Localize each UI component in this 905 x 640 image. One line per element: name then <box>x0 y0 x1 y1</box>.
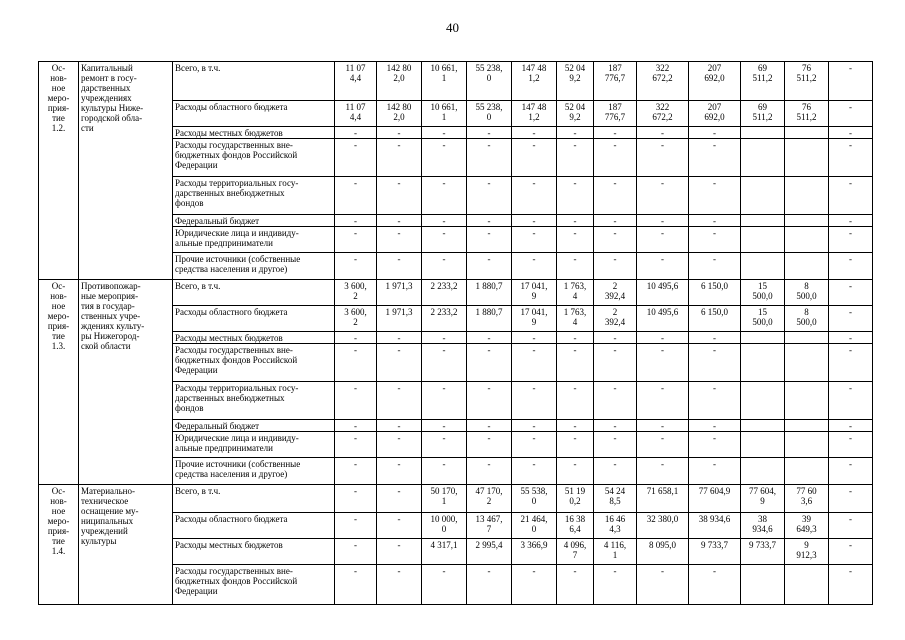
funding-source-cell: Расходы местных бюджетов <box>173 539 335 565</box>
activity-name-cell: Противопожар- ные мероприя- тия в государ- ственных учре- ждениях культу- ры Нижегород- ской области <box>79 280 173 485</box>
value-cell <box>785 344 829 382</box>
value-cell: - <box>377 215 422 227</box>
value-cell: 13 467, 7 <box>467 513 512 539</box>
value-cell: 1 763, 4 <box>557 280 594 306</box>
value-cell: - <box>422 139 467 177</box>
value-cell: - <box>557 227 594 253</box>
value-cell: 8 095,0 <box>637 539 689 565</box>
value-cell: - <box>335 565 377 605</box>
value-cell: 17 041, 9 <box>512 280 557 306</box>
value-cell: 47 170, 2 <box>467 485 512 513</box>
value-cell <box>741 565 785 605</box>
value-cell: - <box>637 458 689 485</box>
value-cell: 207 692,0 <box>689 62 741 101</box>
value-cell <box>741 127 785 139</box>
value-cell: - <box>829 253 873 280</box>
value-cell: - <box>422 382 467 420</box>
value-cell: - <box>335 539 377 565</box>
value-cell: 3 600, 2 <box>335 306 377 332</box>
value-cell: - <box>377 382 422 420</box>
value-cell: 10 000, 0 <box>422 513 467 539</box>
value-cell: - <box>422 332 467 344</box>
value-cell: - <box>689 458 741 485</box>
value-cell: 38 934,6 <box>689 513 741 539</box>
value-cell: 187 776,7 <box>594 101 637 127</box>
value-cell: - <box>467 344 512 382</box>
page-number: 40 <box>446 20 459 35</box>
value-cell: - <box>594 432 637 458</box>
value-cell: - <box>467 139 512 177</box>
value-cell: 147 48 1,2 <box>512 101 557 127</box>
value-cell: - <box>422 177 467 215</box>
funding-source-cell: Прочие источники (собственные средства населения и другое) <box>173 253 335 280</box>
value-cell <box>741 458 785 485</box>
value-cell: 4 317,1 <box>422 539 467 565</box>
value-cell: - <box>557 382 594 420</box>
value-cell <box>741 432 785 458</box>
value-cell: 55 238, 0 <box>467 101 512 127</box>
value-cell: - <box>689 127 741 139</box>
value-cell: - <box>512 382 557 420</box>
value-cell: - <box>829 332 873 344</box>
value-cell: - <box>557 332 594 344</box>
value-cell <box>741 344 785 382</box>
funding-source-cell: Расходы государственных вне- бюджетных фондов Российской Федерации <box>173 565 335 605</box>
funding-source-cell: Федеральный бюджет <box>173 215 335 227</box>
value-cell: - <box>689 432 741 458</box>
value-cell: - <box>377 344 422 382</box>
value-cell: - <box>422 127 467 139</box>
activity-cell: Ос- нов- ное меро- прия- тие 1.4. <box>39 485 79 605</box>
value-cell: - <box>637 177 689 215</box>
value-cell: - <box>467 227 512 253</box>
value-cell: - <box>512 227 557 253</box>
value-cell: - <box>467 253 512 280</box>
value-cell: 77 60 3,6 <box>785 485 829 513</box>
value-cell: 1 880,7 <box>467 280 512 306</box>
value-cell: - <box>512 253 557 280</box>
funding-source-cell: Прочие источники (собственные средства населения и другое) <box>173 458 335 485</box>
value-cell: - <box>594 253 637 280</box>
value-cell: - <box>335 215 377 227</box>
value-cell: - <box>594 344 637 382</box>
value-cell: - <box>335 382 377 420</box>
value-cell <box>741 382 785 420</box>
value-cell: - <box>335 458 377 485</box>
value-cell: - <box>829 344 873 382</box>
value-cell: - <box>829 432 873 458</box>
value-cell: 69 511,2 <box>741 101 785 127</box>
value-cell: - <box>335 139 377 177</box>
value-cell: - <box>335 432 377 458</box>
value-cell: - <box>512 432 557 458</box>
value-cell <box>785 127 829 139</box>
value-cell: - <box>422 565 467 605</box>
value-cell: - <box>467 382 512 420</box>
value-cell: - <box>637 382 689 420</box>
value-cell: - <box>829 280 873 306</box>
value-cell: - <box>467 432 512 458</box>
value-cell: - <box>512 215 557 227</box>
value-cell: 4 096, 7 <box>557 539 594 565</box>
value-cell: - <box>335 253 377 280</box>
value-cell: - <box>377 485 422 513</box>
funding-source-cell: Расходы областного бюджета <box>173 306 335 332</box>
value-cell: - <box>689 139 741 177</box>
value-cell: 51 19 0,2 <box>557 485 594 513</box>
value-cell: - <box>377 565 422 605</box>
value-cell: - <box>829 127 873 139</box>
value-cell: - <box>637 139 689 177</box>
value-cell: - <box>557 458 594 485</box>
value-cell: - <box>377 513 422 539</box>
value-cell: - <box>594 227 637 253</box>
value-cell <box>785 177 829 215</box>
value-cell: - <box>335 227 377 253</box>
value-cell: - <box>689 215 741 227</box>
value-cell: - <box>689 565 741 605</box>
value-cell: - <box>829 382 873 420</box>
value-cell: - <box>557 344 594 382</box>
value-cell: 9 733,7 <box>689 539 741 565</box>
value-cell: 15 500,0 <box>741 306 785 332</box>
funding-source-cell: Всего, в т.ч. <box>173 280 335 306</box>
value-cell: 2 233,2 <box>422 280 467 306</box>
value-cell: - <box>594 565 637 605</box>
value-cell: 77 604, 9 <box>741 485 785 513</box>
value-cell: - <box>829 420 873 432</box>
value-cell: - <box>377 253 422 280</box>
value-cell: 1 971,3 <box>377 280 422 306</box>
value-cell: - <box>637 127 689 139</box>
value-cell: 9 912,3 <box>785 539 829 565</box>
value-cell: 4 116, 1 <box>594 539 637 565</box>
value-cell: - <box>594 420 637 432</box>
funding-source-cell: Расходы областного бюджета <box>173 513 335 539</box>
value-cell: - <box>335 177 377 215</box>
activity-cell: Ос- нов- ное меро- прия- тие 1.2. <box>39 62 79 280</box>
value-cell: 3 600, 2 <box>335 280 377 306</box>
value-cell: - <box>467 177 512 215</box>
value-cell: - <box>422 432 467 458</box>
value-cell: - <box>689 227 741 253</box>
value-cell: - <box>422 227 467 253</box>
value-cell: 6 150,0 <box>689 280 741 306</box>
value-cell: - <box>422 253 467 280</box>
value-cell: - <box>829 513 873 539</box>
value-cell: 1 763, 4 <box>557 306 594 332</box>
value-cell: - <box>557 139 594 177</box>
value-cell <box>785 565 829 605</box>
value-cell: - <box>594 177 637 215</box>
value-cell: 8 500,0 <box>785 280 829 306</box>
value-cell: - <box>829 215 873 227</box>
value-cell: - <box>594 458 637 485</box>
value-cell: 15 500,0 <box>741 280 785 306</box>
value-cell: - <box>637 215 689 227</box>
value-cell: - <box>377 177 422 215</box>
value-cell: 142 80 2,0 <box>377 101 422 127</box>
value-cell <box>785 139 829 177</box>
value-cell: - <box>467 127 512 139</box>
value-cell: 77 604,9 <box>689 485 741 513</box>
value-cell: - <box>689 177 741 215</box>
value-cell: - <box>557 253 594 280</box>
value-cell: - <box>512 127 557 139</box>
value-cell: 2 392,4 <box>594 306 637 332</box>
value-cell: - <box>557 215 594 227</box>
value-cell: - <box>335 344 377 382</box>
value-cell <box>785 420 829 432</box>
value-cell <box>785 458 829 485</box>
value-cell: - <box>512 420 557 432</box>
activity-cell: Ос- нов- ное меро- прия- тие 1.3. <box>39 280 79 485</box>
value-cell: 147 48 1,2 <box>512 62 557 101</box>
funding-source-cell: Расходы территориальных госу- дарственных внебюджетных фондов <box>173 177 335 215</box>
value-cell: - <box>512 565 557 605</box>
value-cell: - <box>689 344 741 382</box>
budget-table <box>38 61 873 605</box>
value-cell: - <box>335 332 377 344</box>
value-cell: - <box>377 458 422 485</box>
funding-source-cell: Федеральный бюджет <box>173 420 335 432</box>
value-cell: - <box>689 420 741 432</box>
value-cell: - <box>512 458 557 485</box>
value-cell: 76 511,2 <box>785 101 829 127</box>
value-cell: - <box>557 127 594 139</box>
value-cell <box>785 215 829 227</box>
value-cell: 11 07 4,4 <box>335 62 377 101</box>
value-cell: 6 150,0 <box>689 306 741 332</box>
value-cell <box>785 332 829 344</box>
value-cell: - <box>422 215 467 227</box>
value-cell <box>785 382 829 420</box>
funding-source-cell: Расходы государственных вне- бюджетных фондов Российской Федерации <box>173 344 335 382</box>
value-cell: - <box>637 253 689 280</box>
value-cell: 10 661, 1 <box>422 101 467 127</box>
value-cell: - <box>467 458 512 485</box>
funding-source-cell: Расходы областного бюджета <box>173 101 335 127</box>
value-cell <box>741 177 785 215</box>
value-cell <box>741 139 785 177</box>
value-cell: - <box>512 344 557 382</box>
value-cell <box>785 227 829 253</box>
value-cell: - <box>335 513 377 539</box>
value-cell: - <box>689 253 741 280</box>
value-cell: 38 934,6 <box>741 513 785 539</box>
value-cell: 21 464, 0 <box>512 513 557 539</box>
value-cell: - <box>829 177 873 215</box>
value-cell: - <box>637 432 689 458</box>
funding-source-cell: Расходы местных бюджетов <box>173 332 335 344</box>
value-cell: 55 538, 0 <box>512 485 557 513</box>
value-cell: 16 46 4,3 <box>594 513 637 539</box>
value-cell: 2 392,4 <box>594 280 637 306</box>
value-cell <box>741 227 785 253</box>
value-cell: - <box>829 458 873 485</box>
value-cell: 52 04 9,2 <box>557 101 594 127</box>
value-cell: - <box>637 420 689 432</box>
value-cell: 322 672,2 <box>637 101 689 127</box>
value-cell <box>785 432 829 458</box>
value-cell: 17 041, 9 <box>512 306 557 332</box>
value-cell: - <box>335 420 377 432</box>
value-cell: - <box>637 227 689 253</box>
value-cell: - <box>422 344 467 382</box>
value-cell: - <box>467 420 512 432</box>
table-row <box>39 485 873 513</box>
funding-source-cell: Расходы государственных вне- бюджетных фондов Российской Федерации <box>173 139 335 177</box>
funding-source-cell: Расходы территориальных госу- дарственных внебюджетных фондов <box>173 382 335 420</box>
value-cell: - <box>377 432 422 458</box>
funding-source-cell: Всего, в т.ч. <box>173 485 335 513</box>
value-cell: - <box>829 306 873 332</box>
table-row <box>39 62 873 101</box>
value-cell: 76 511,2 <box>785 62 829 101</box>
value-cell: - <box>689 382 741 420</box>
value-cell: - <box>377 539 422 565</box>
value-cell: - <box>557 177 594 215</box>
value-cell: - <box>637 332 689 344</box>
value-cell: 10 495,6 <box>637 306 689 332</box>
value-cell: 50 170, 1 <box>422 485 467 513</box>
value-cell: - <box>829 101 873 127</box>
value-cell: - <box>467 215 512 227</box>
value-cell <box>741 253 785 280</box>
value-cell: 54 24 8,5 <box>594 485 637 513</box>
activity-name-cell: Материально- техническое оснащение му- ниципальных учреждений культуры <box>79 485 173 605</box>
value-cell <box>785 253 829 280</box>
value-cell: - <box>689 332 741 344</box>
value-cell <box>741 215 785 227</box>
value-cell: - <box>594 127 637 139</box>
value-cell: 69 511,2 <box>741 62 785 101</box>
value-cell: - <box>557 432 594 458</box>
value-cell: 1 971,3 <box>377 306 422 332</box>
value-cell: - <box>829 62 873 101</box>
value-cell: 8 500,0 <box>785 306 829 332</box>
value-cell: 1 880,7 <box>467 306 512 332</box>
value-cell: - <box>335 485 377 513</box>
value-cell: - <box>557 565 594 605</box>
value-cell: - <box>557 420 594 432</box>
value-cell: 3 366,9 <box>512 539 557 565</box>
value-cell: 142 80 2,0 <box>377 62 422 101</box>
value-cell: - <box>377 127 422 139</box>
value-cell: - <box>637 344 689 382</box>
value-cell: 16 38 6,4 <box>557 513 594 539</box>
value-cell: - <box>467 332 512 344</box>
value-cell: - <box>422 458 467 485</box>
value-cell: 10 495,6 <box>637 280 689 306</box>
funding-source-cell: Юридические лица и индивиду- альные предприниматели <box>173 227 335 253</box>
funding-source-cell: Юридические лица и индивиду- альные предприниматели <box>173 432 335 458</box>
value-cell: 187 776,7 <box>594 62 637 101</box>
value-cell: - <box>829 227 873 253</box>
value-cell: - <box>512 139 557 177</box>
value-cell: 2 995,4 <box>467 539 512 565</box>
value-cell: - <box>594 332 637 344</box>
value-cell: 71 658,1 <box>637 485 689 513</box>
value-cell: - <box>512 177 557 215</box>
value-cell: - <box>829 139 873 177</box>
value-cell: - <box>335 127 377 139</box>
value-cell: 52 04 9,2 <box>557 62 594 101</box>
value-cell: 10 661, 1 <box>422 62 467 101</box>
value-cell: - <box>377 139 422 177</box>
value-cell: - <box>829 485 873 513</box>
value-cell: - <box>594 139 637 177</box>
value-cell: 55 238, 0 <box>467 62 512 101</box>
activity-name-cell: Капитальный ремонт в госу- дарственных учреждениях культуры Ниже- городской обла- сти <box>79 62 173 280</box>
value-cell: - <box>829 565 873 605</box>
table-row <box>39 280 873 306</box>
value-cell: 11 07 4,4 <box>335 101 377 127</box>
value-cell: - <box>467 565 512 605</box>
value-cell: - <box>512 332 557 344</box>
value-cell: - <box>829 539 873 565</box>
value-cell: 9 733,7 <box>741 539 785 565</box>
funding-source-cell: Расходы местных бюджетов <box>173 127 335 139</box>
value-cell: - <box>422 420 467 432</box>
value-cell: - <box>637 565 689 605</box>
value-cell: - <box>377 332 422 344</box>
value-cell <box>741 420 785 432</box>
value-cell: 39 649,3 <box>785 513 829 539</box>
value-cell: 32 380,0 <box>637 513 689 539</box>
value-cell: - <box>594 382 637 420</box>
value-cell <box>741 332 785 344</box>
value-cell: 207 692,0 <box>689 101 741 127</box>
value-cell: 2 233,2 <box>422 306 467 332</box>
value-cell: 322 672,2 <box>637 62 689 101</box>
value-cell: - <box>377 227 422 253</box>
value-cell: - <box>377 420 422 432</box>
value-cell: - <box>594 215 637 227</box>
funding-source-cell: Всего, в т.ч. <box>173 62 335 101</box>
